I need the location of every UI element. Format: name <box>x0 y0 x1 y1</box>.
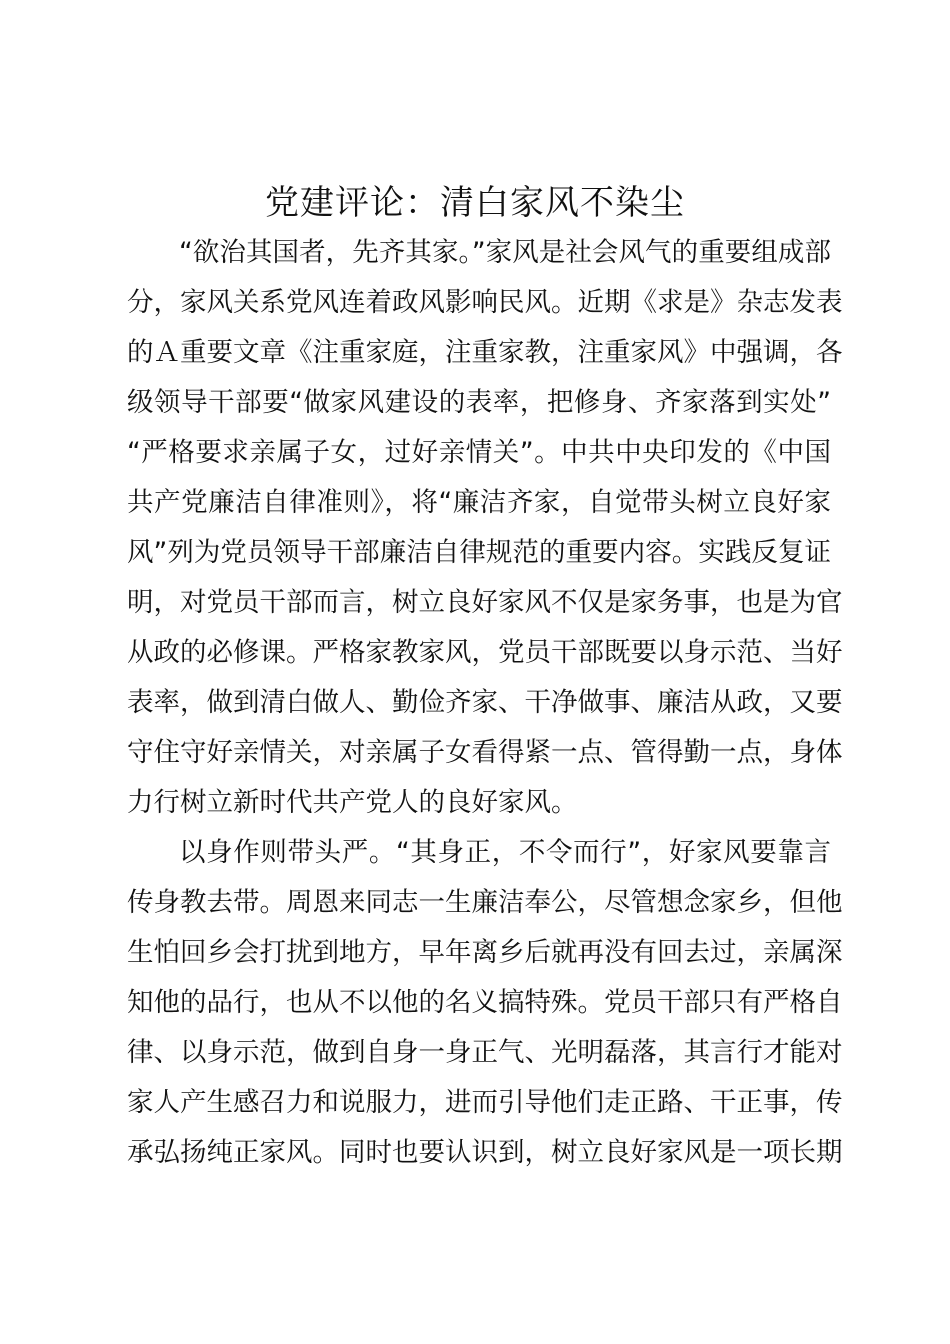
text-line: 级领导干部要“做家风建设的表率，把修身、齐家落到实处” <box>127 387 831 418</box>
text-line: 承弘扬纯正家风。同时也要认识到，树立良好家风是一项长期 <box>127 1137 843 1168</box>
text-line: 明，对党员干部而言，树立良好家风不仅是家务事，也是为官 <box>127 587 843 618</box>
text-line: 力行树立新时代共产党人的良好家风。 <box>127 787 578 818</box>
text-line: 以身作则带头严。“其身正，不令而行”，好家风要靠言 <box>179 837 831 868</box>
text-line: 分，家风关系党风连着政风影响民风。近期《求是》杂志发表 <box>127 287 843 318</box>
text-line: 的Ａ重要文章《注重家庭，注重家教，注重家风》中强调，各 <box>127 337 843 368</box>
text-line: 传身教去带。周恩来同志一生廉洁奉公，尽管想念家乡，但他 <box>127 887 843 918</box>
text-line: 表率，做到清白做人、勤俭齐家、干净做事、廉洁从政，又要 <box>127 687 843 718</box>
paragraph-2 <box>127 828 843 1178</box>
text-line: 守住守好亲情关，对亲属子女看得紧一点、管得勤一点，身体 <box>127 737 843 768</box>
text-line: 从政的必修课。严格家教家风，党员干部既要以身示范、当好 <box>127 637 843 668</box>
text-line: 生怕回乡会打扰到地方，早年离乡后就再没有回去过，亲属深 <box>127 937 843 968</box>
text-line: 律、以身示范，做到自身一身正气、光明磊落，其言行才能对 <box>127 1037 843 1068</box>
text-line: “严格要求亲属子女，过好亲情关”。中共中央印发的《中国 <box>127 437 831 468</box>
document-body <box>127 228 843 1178</box>
text-line: 共产党廉洁自律准则》，将“廉洁齐家，自觉带头树立良好家 <box>127 487 831 518</box>
paragraph-1 <box>127 228 843 828</box>
document-title: 党建评论：清白家风不染尘 <box>265 183 685 223</box>
text-line: 家人产生感召力和说服力，进而引导他们走正路、干正事，传 <box>127 1087 843 1118</box>
text-line: 知他的品行，也从不以他的名义搞特殊。党员干部只有严格自 <box>127 987 843 1018</box>
text-line: 风”列为党员领导干部廉洁自律规范的重要内容。实践反复证 <box>127 537 831 568</box>
text-line: “欲治其国者，先齐其家。”家风是社会风气的重要组成部 <box>179 237 831 268</box>
